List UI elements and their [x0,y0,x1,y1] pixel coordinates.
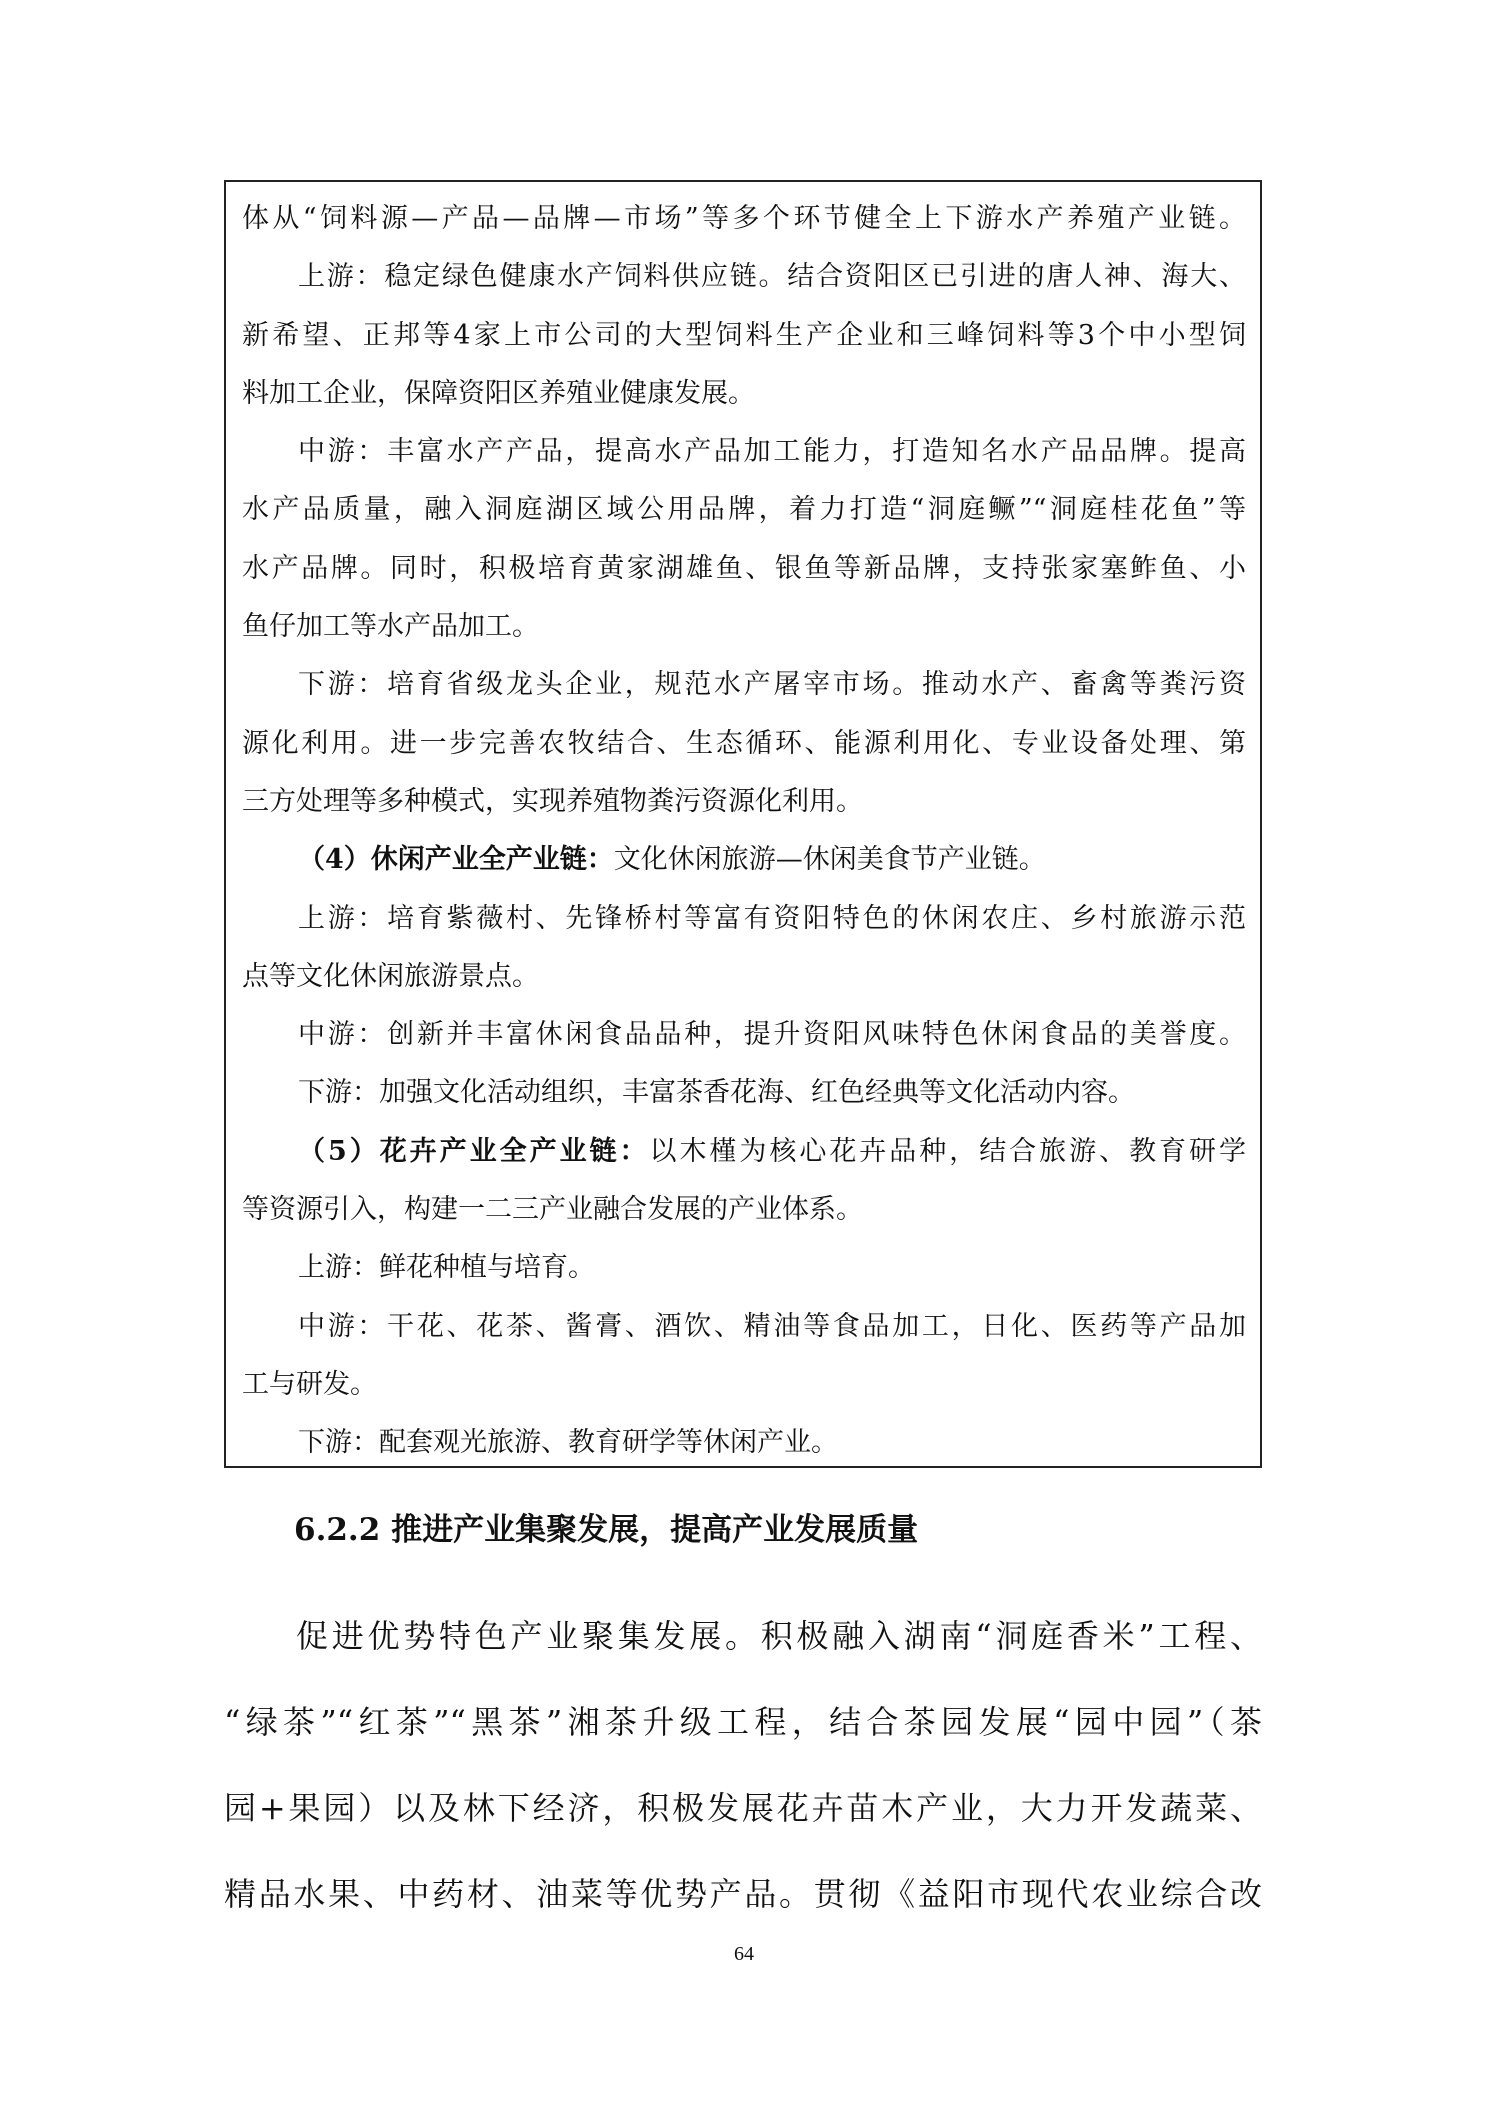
box-line [242,1006,1246,1064]
industry-chain-box [224,180,1262,1468]
paragraph-line: “绿茶”“红茶”“黑茶”湘茶升级工程，结合茶园发展“园中园”（茶 [224,1703,1262,1741]
box-line-text: 水产品质量，融入洞庭湖区域公用品牌，着力打造“洞庭鳜”“洞庭桂花鱼”等 [242,494,1246,526]
box-text-lines [242,190,1246,1473]
box-line-heading: （4）休闲产业全产业链： [298,844,614,876]
box-line [242,423,1246,481]
box-line [242,190,1246,248]
box-line-text: 上游：稳定绿色健康水产饲料供应链。结合资阳区已引进的唐人神、海大、 [298,261,1246,293]
section-heading: 6.2.2 推进产业集聚发展，提高产业发展质量 [294,1512,919,1548]
box-line-text: 体从“饲料源—产品—品牌—市场”等多个环节健全上下游水产养殖产业链。 [242,203,1246,234]
box-line-text: 以木槿为核心花卉品种，结合旅游、教育研学 [649,1135,1246,1167]
box-line-text: 等资源引入，构建一二三产业融合发展的产业体系。 [242,1194,863,1226]
box-line-text: 点等文化休闲旅游景点。 [242,960,539,992]
box-line [242,1356,1246,1414]
box-line [242,773,1246,831]
box-line-text: 中游：丰富水产产品，提高水产品加工能力，打造知名水产品品牌。提高 [298,436,1246,468]
box-line-text: 工与研发。 [242,1368,377,1400]
box-line [242,656,1246,714]
paragraph-line: 促进优势特色产业聚集发展。积极融入湖南“洞庭香米”工程、 [296,1617,1262,1655]
box-line [242,248,1246,306]
box-line [242,307,1246,365]
box-line [242,481,1246,539]
box-line-heading: （5）花卉产业全产业链： [298,1135,650,1167]
box-line [242,890,1246,948]
box-line [242,715,1246,773]
box-line-text: 三方处理等多种模式，实现养殖物粪污资源化利用。 [242,785,863,817]
box-line [242,831,1246,889]
body-paragraph [224,1593,1262,1937]
box-line-text: 料加工企业，保障资阳区养殖业健康发展。 [242,377,755,409]
box-line [242,1298,1246,1356]
box-line [242,1123,1246,1181]
box-line [242,598,1246,656]
box-line-text: 上游：鲜花种植与培育。 [298,1252,595,1284]
box-line [242,1181,1246,1239]
paragraph-line: 精品水果、中药材、油菜等优势产品。贯彻《益阳市现代农业综合改 [224,1875,1262,1913]
box-line [242,365,1246,423]
box-line-text: 中游：创新并丰富休闲食品品种，提升资阳风味特色休闲食品的美誉度。 [298,1019,1246,1051]
box-line [242,1414,1246,1472]
page-number: 64 [734,1943,754,1965]
box-line [242,1239,1246,1297]
box-line [242,1064,1246,1122]
box-line-text: 中游：干花、花茶、酱膏、酒饮、精油等食品加工，日化、医药等产品加 [298,1310,1246,1342]
box-line-text: 下游：配套观光旅游、教育研学等休闲产业。 [298,1427,838,1459]
paragraph-line: 园+果园）以及林下经济，积极发展花卉苗木产业，大力开发蔬菜、 [224,1789,1262,1827]
box-line-text: 文化休闲旅游—休闲美食节产业链。 [613,844,1046,876]
box-line-text: 新希望、正邦等4家上市公司的大型饲料生产企业和三峰饲料等3个中小型饲 [242,319,1246,351]
box-line [242,540,1246,598]
box-line [242,948,1246,1006]
box-line-text: 水产品牌。同时，积极培育黄家湖雄鱼、银鱼等新品牌，支持张家塞鲊鱼、小 [242,552,1246,584]
box-line-text: 上游：培育紫薇村、先锋桥村等富有资阳特色的休闲农庄、乡村旅游示范 [298,902,1246,934]
box-line-text: 鱼仔加工等水产品加工。 [242,611,539,643]
box-line-text: 下游：培育省级龙头企业，规范水产屠宰市场。推动水产、畜禽等粪污资 [298,669,1246,701]
box-line-text: 源化利用。进一步完善农牧结合、生态循环、能源利用化、专业设备处理、第 [242,727,1246,759]
box-line-text: 下游：加强文化活动组织，丰富茶香花海、红色经典等文化活动内容。 [298,1077,1135,1109]
